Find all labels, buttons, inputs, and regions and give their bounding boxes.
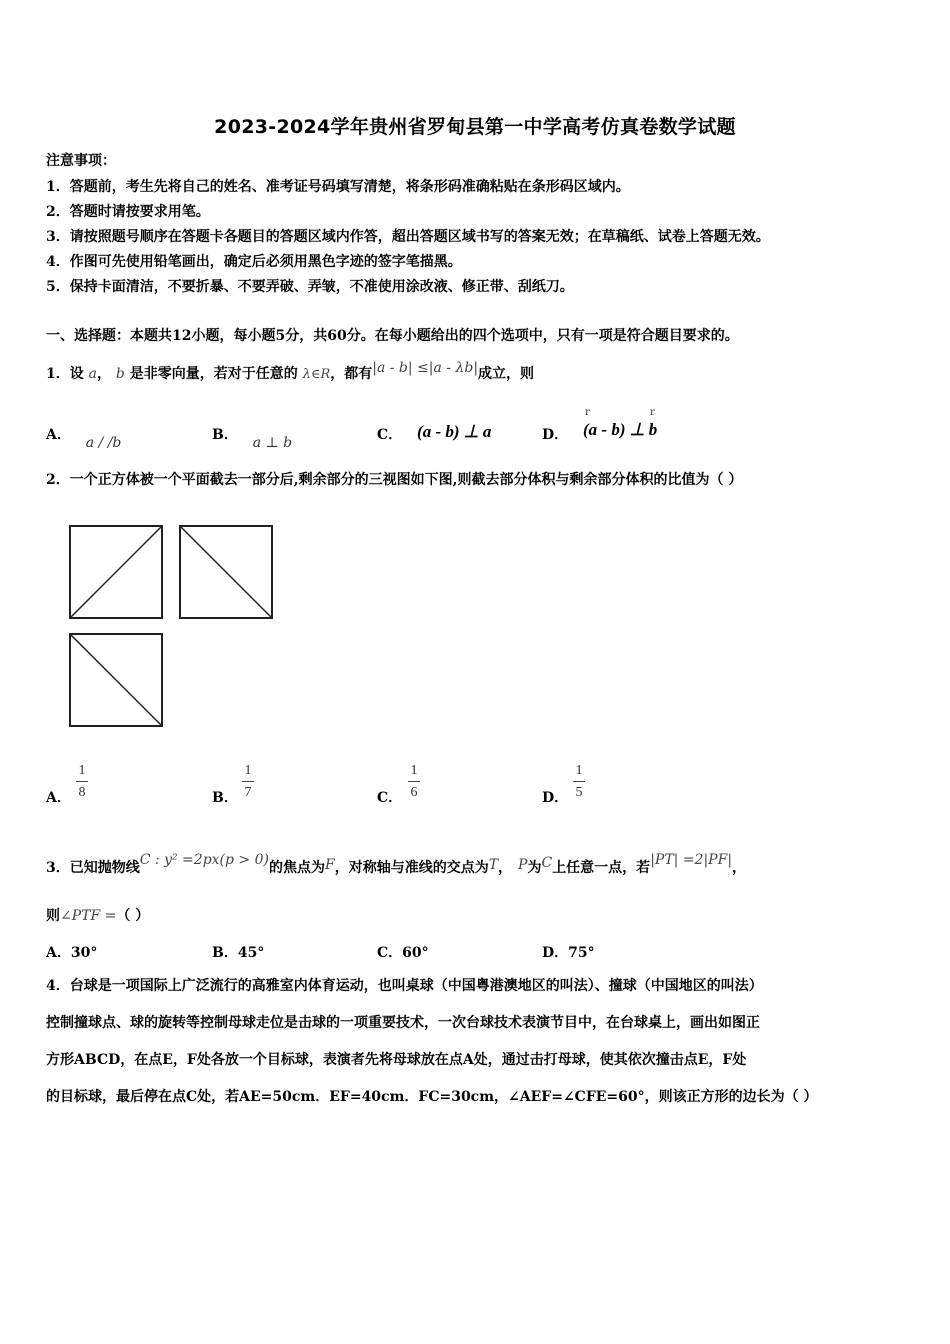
q1-inequality: |a - b| ≤|a - λb|: [372, 360, 479, 376]
fraction-bar: [242, 781, 254, 782]
q2-option-c-label[interactable]: C．: [377, 790, 403, 806]
q1-text: 成立，则: [478, 366, 535, 382]
q3-text: 为: [527, 860, 542, 876]
q1-text: 是非零向量，若对于任意的: [129, 366, 298, 382]
option-label: A．: [46, 427, 71, 443]
fraction-bar: [76, 781, 88, 782]
option-value: 75°: [568, 945, 595, 961]
notice-item: 2．答题时请按要求用笔。: [46, 204, 210, 220]
three-view-front: [68, 524, 164, 620]
notice-item: 1．答题前，考生先将自己的姓名、准考证号码填写清楚，将条形码准确粘贴在条形码区域内。: [46, 179, 630, 195]
question-4-line: 4．台球是一项国际上广泛流行的高雅室内体育运动，也叫桌球（中国粤港澳地区的叫法）、撞球（中国地区的叫法）: [46, 978, 763, 994]
q1-text: 1．设: [46, 366, 84, 382]
q2-option-b-label[interactable]: B．: [212, 790, 238, 806]
option-value: (a - b) ⊥ a: [417, 422, 492, 441]
vector-arrow-mark: r: [650, 407, 655, 418]
fraction-bar: [408, 781, 420, 782]
question-1: [46, 360, 535, 385]
notice-heading: 注意事项：: [46, 153, 116, 169]
three-view-side: [178, 524, 274, 620]
option-label: C．: [377, 945, 403, 961]
q3-text: ，: [498, 860, 513, 876]
three-view-top: [68, 632, 164, 728]
q1-lambda: λ∈R: [302, 367, 331, 382]
section-heading: 一、选择题：本题共12小题，每小题5分，共60分。在每小题给出的四个选项中，只有一项是符合题目要求的。: [46, 328, 739, 344]
option-value: 60°: [402, 945, 429, 961]
q1-option-b[interactable]: [212, 424, 293, 451]
denominator: 7: [244, 785, 252, 800]
q3-text: ，: [732, 860, 747, 876]
question-3: [46, 852, 747, 878]
denominator: 5: [575, 785, 583, 800]
q1-text: ，都有: [330, 366, 373, 382]
option-label: D．: [542, 945, 569, 961]
page-title: 2023-2024学年贵州省罗甸县第一中学高考仿真卷数学试题: [214, 116, 736, 138]
question-4-line: 的目标球，最后停在点C处，若AE=50cm．EF=40cm．FC=30cm，∠AEF=∠CFE=60°，则该正方形的边长为（ ）: [46, 1089, 818, 1105]
notice-item: 4．作图可先使用铅笔画出，确定后必须用黑色字迹的签字笔描黑。: [46, 254, 462, 270]
q3-option-c[interactable]: [377, 942, 429, 962]
option-value: 30°: [70, 945, 98, 961]
q1-option-a[interactable]: [46, 424, 122, 451]
notice-item: 3．请按照题号顺序在答题卡各题目的答题区域内作答，超出答题区域书写的答案无效；在草稿纸、试卷上答题无效。: [46, 229, 770, 245]
option-value: a / /b: [85, 435, 122, 451]
question-4-line: 方形ABCD，在点E，F处各放一个目标球，表演者先将母球放在点A处，通过击打母球，使其依次撞击点E，F处: [46, 1052, 747, 1068]
numerator: 1: [78, 763, 86, 778]
option-label: C．: [377, 427, 403, 443]
q1-vector-b: b: [115, 366, 125, 382]
numerator: 1: [575, 763, 583, 778]
question-4-line: 控制撞球点、球的旋转等控制母球走位是击球的一项重要技术，一次台球技术表演节目中，在台球桌上，画出如图正: [46, 1015, 760, 1031]
numerator: 1: [410, 763, 418, 778]
q3-condition: |PT| =2|PF|: [650, 852, 733, 868]
q1-vector-a: a: [88, 366, 97, 382]
q2-option-b-fraction: [238, 762, 258, 802]
q2-option-a-fraction: [72, 762, 92, 802]
question-3-line2: [46, 906, 149, 926]
q2-option-d-fraction: [569, 762, 589, 802]
q2-option-c-fraction: [404, 762, 424, 802]
q3-text: 则: [46, 908, 60, 924]
notice-item: 5．保持卡面清洁，不要折暴、不要弄破、弄皱，不准使用涂改液、修正带、刮纸刀。: [46, 279, 574, 295]
q1-option-c[interactable]: [377, 422, 492, 444]
q1-comma: ，: [96, 366, 111, 382]
q3-option-b[interactable]: [212, 942, 264, 962]
q3-text: ，对称轴与准线的交点为: [334, 860, 489, 876]
q3-text: （ ）: [116, 908, 150, 924]
q3-text: 3．已知抛物线: [46, 860, 140, 876]
q3-focus: F: [324, 857, 335, 873]
q3-option-a[interactable]: [46, 942, 97, 962]
q3-angle: ∠PTF =: [60, 908, 117, 924]
option-value: a ⊥ b: [252, 435, 293, 451]
option-label: D．: [542, 427, 569, 443]
q3-parabola: C : y² =2px(p > 0): [139, 852, 269, 868]
fraction-bar: [573, 781, 585, 782]
option-label: B．: [212, 945, 238, 961]
q1-option-d[interactable]: [542, 420, 658, 444]
q3-point-p: P: [518, 857, 528, 873]
denominator: 6: [410, 785, 418, 800]
denominator: 8: [78, 785, 86, 800]
vector-arrow-mark: r: [585, 407, 590, 418]
q3-option-d[interactable]: [542, 942, 595, 962]
q3-text: 的焦点为: [268, 860, 325, 876]
option-value: 45°: [237, 945, 265, 961]
q3-text: 上任意一点，若: [552, 860, 651, 876]
q2-option-d-label[interactable]: D．: [542, 790, 569, 806]
numerator: 1: [244, 763, 252, 778]
option-label: B．: [212, 427, 238, 443]
question-2: 2．一个正方体被一个平面截去一部分后,剩余部分的三视图如下图,则截去部分体积与剩余部分体积的比值为（ ）: [46, 472, 743, 488]
q2-option-a-label[interactable]: A．: [46, 790, 71, 806]
q3-point-t: T: [488, 857, 499, 873]
q3-curve-c: C: [541, 855, 553, 871]
option-label: A．: [46, 945, 71, 961]
option-value: (a - b) ⊥ b: [583, 420, 658, 439]
